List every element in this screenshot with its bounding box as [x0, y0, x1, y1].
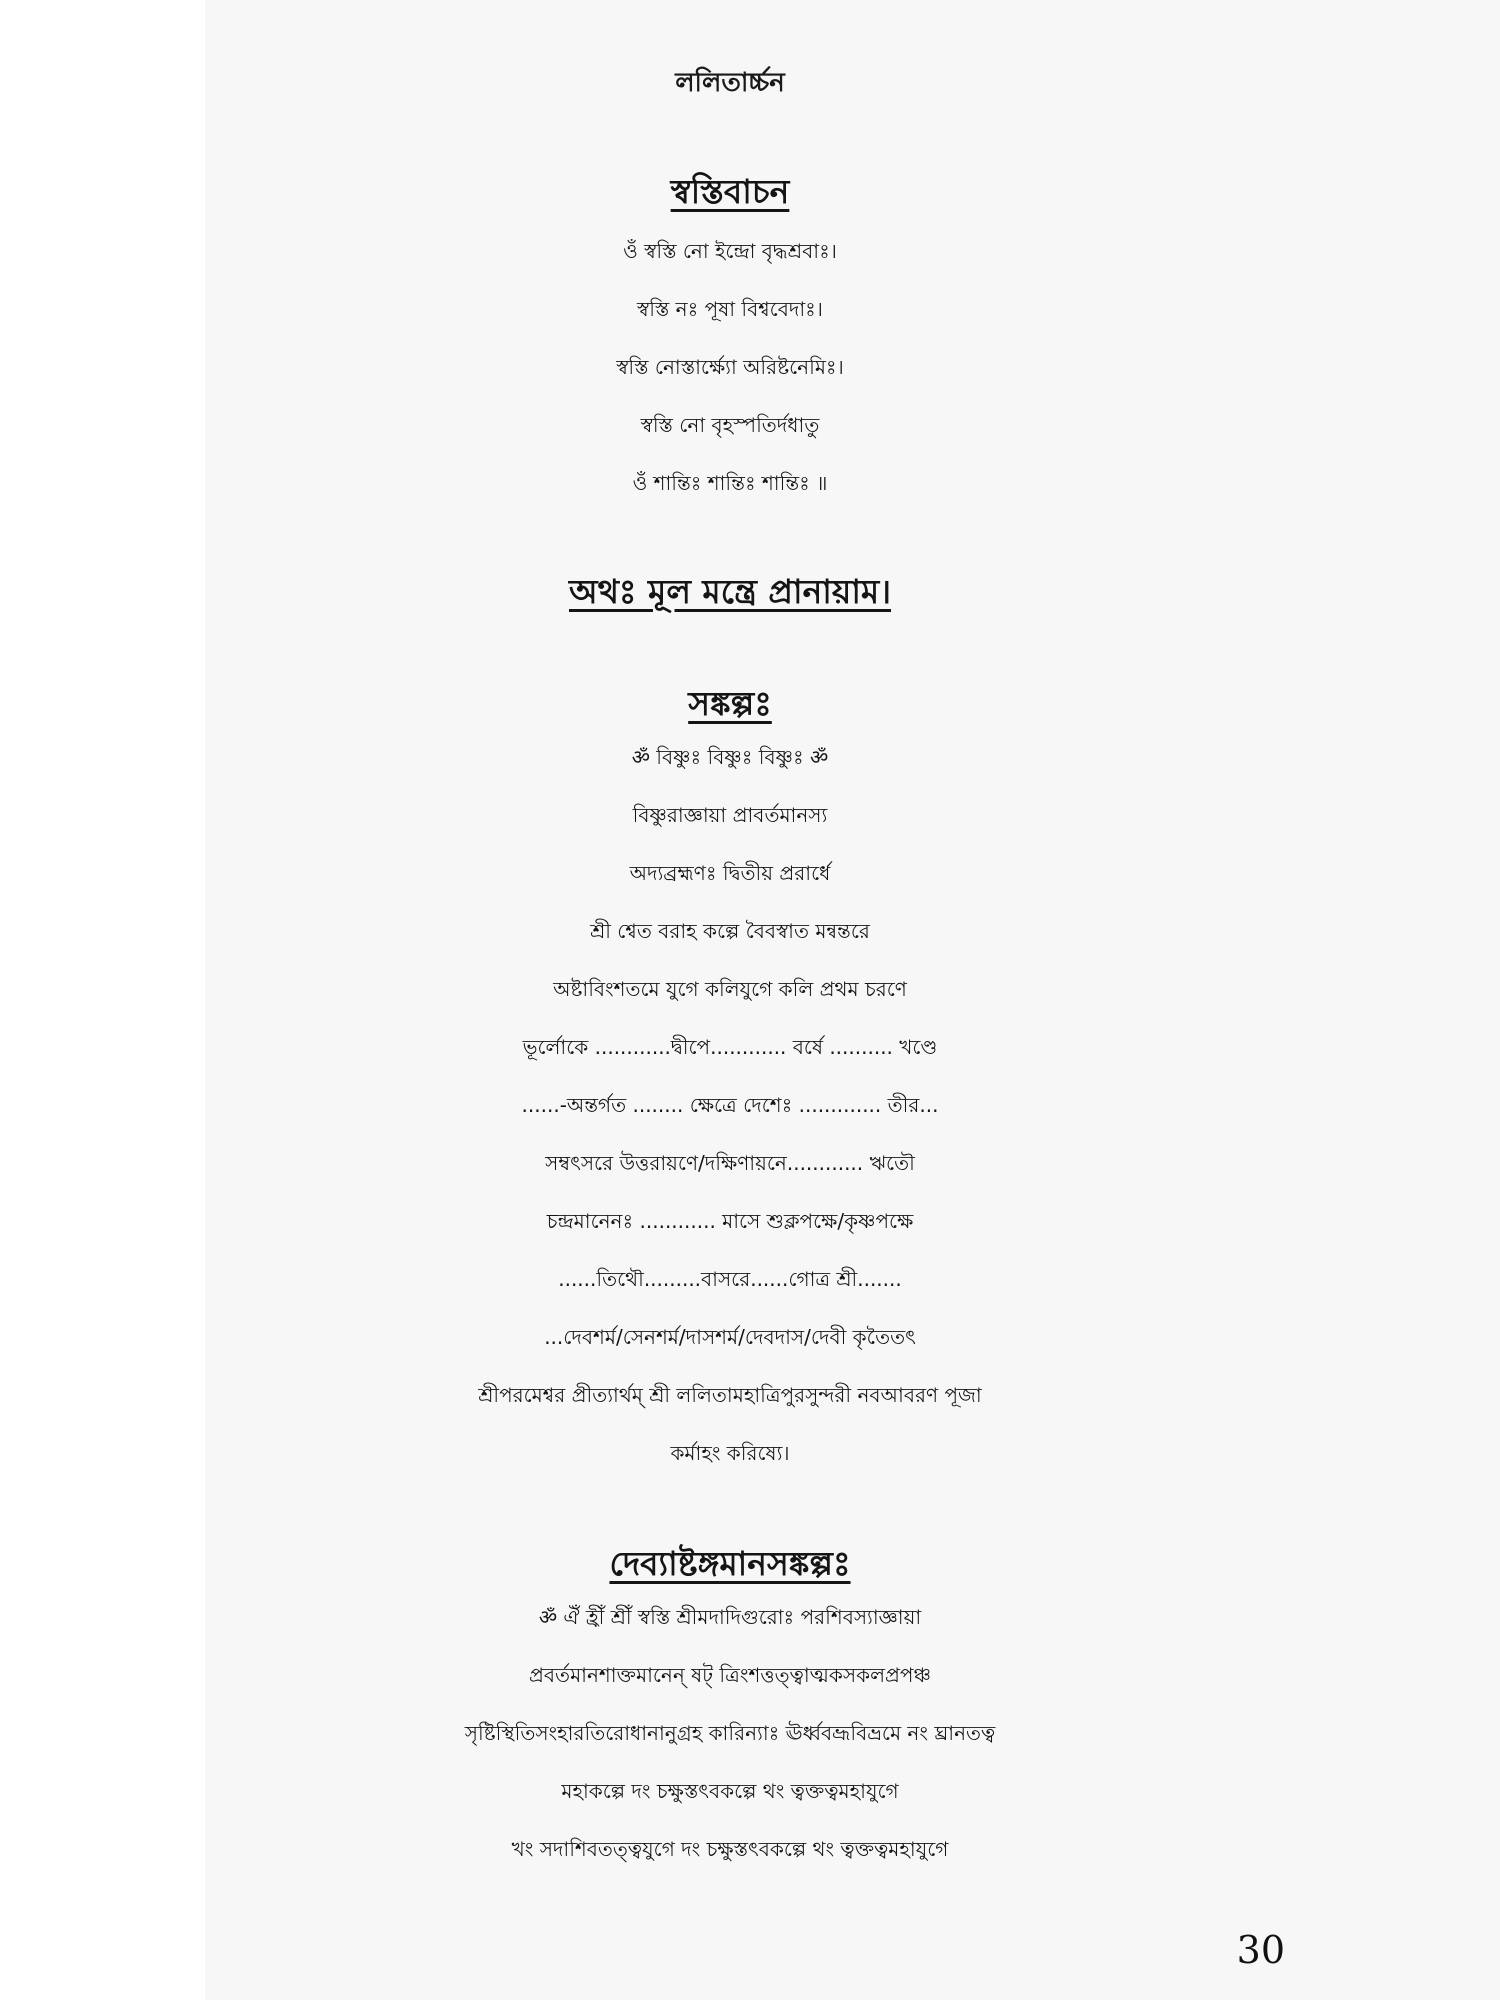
devyashtanga-section [0, 1540, 1460, 1878]
pranayam-heading: অথঃ মূল মন্ত্রে প্রানায়াম। [568, 572, 892, 611]
verse-line: সৃষ্টিস্থিতিসংহারতিরোধানানুগ্রহ কারিন্যাঃ ঊর্ধ্ববভ্রূবিভ্রমে নং ঘ্রানতত্ব [464, 1721, 996, 1745]
verse-line: ......-অন্তর্গত ........ ক্ষেত্রে দেশেঃ ............. তীর... [521, 1093, 939, 1117]
verse-line: ...দেবশর্ম/সেনশর্ম/দাসশর্ম/দেবদাস/দেবী কৃতৈতৎ [544, 1325, 916, 1349]
verse-line: স্বস্তি নঃ পূষা বিশ্ববেদাঃ। [637, 297, 823, 321]
devyashtanga-heading: দেব্যাষ্টঙ্গমানসঙ্কল্পঃ [609, 1544, 851, 1583]
sankalpa-heading: সঙ্কল্পঃ [688, 684, 772, 723]
verse-line: বিষ্ণুরাজ্ঞায়া প্রাবর্তমানস্য [632, 803, 828, 827]
verse-line: অষ্টাবিংশতমে যুগে কলিযুগে কলি প্রথম চরণে [553, 977, 907, 1001]
verse-line: সম্বৎসরে উত্তরায়ণে/দক্ষিণায়নে............ ঋতৌ [545, 1151, 915, 1175]
verse-line: শ্রীপরমেশ্বর প্রীত্যার্থম্ শ্রী ললিতামহাত্রিপুরসুন্দরী নবআবরণ পূজা [478, 1383, 982, 1407]
verse-line: ভূর্লোকে ............দ্বীপে............ বর্ষে .......... খণ্ডে [522, 1035, 938, 1059]
verse-line: চন্দ্রমানেনঃ ............ মাসে শুক্লপক্ষে/কৃষ্ণপক্ষে [546, 1209, 914, 1233]
svastivachan-section [0, 168, 1460, 512]
verse-line: ওঁ শান্তিঃ শান্তিঃ শান্তিঃ ॥ [632, 471, 828, 495]
running-header: ললিতার্চ্চন [675, 68, 785, 98]
page-number: 30 [1236, 1928, 1285, 1972]
verse-line: স্বস্তি নোস্তার্ক্ষ্যো অরিষ্টনেমিঃ। [616, 355, 844, 379]
verse-line: স্বস্তি নো বৃহস্পতির্দধাতু [640, 413, 820, 437]
verse-line: ওঁ স্বস্তি নো ইন্দ্রো বৃদ্ধশ্রবাঃ। [623, 239, 837, 263]
pranayam-section [0, 568, 1460, 616]
verse-line: অদ্যব্রহ্মণঃ দ্বিতীয় প্ররার্ধে [629, 861, 831, 885]
verse-line: ॐ ঐঁ হ্রীঁ শ্রীঁ স্বস্তি শ্রীমদাদিগুরোঃ পরশিবস্যাজ্ঞায়া [538, 1605, 922, 1629]
verse-line: ......তিথৌ.........বাসরে......গোত্র শ্রী....... [558, 1267, 902, 1291]
verse-line: কর্মাহং করিষ্যে। [670, 1441, 790, 1465]
verse-line: শ্রী শ্বেত বরাহ কল্পে বৈবস্বাত মন্বন্তরে [590, 919, 870, 943]
verse-line: খং সদাশিবতত্ত্বযুগে দং চক্ষুস্তৎবকল্পে থং ত্বক্তত্বমহাযুগে [511, 1837, 949, 1861]
sankalpa-section [0, 680, 1460, 1482]
verse-line: মহাকল্পে দং চক্ষুস্তৎবকল্পে থং ত্বক্তত্বমহাযুগে [561, 1779, 899, 1803]
verse-line: ॐ বিষ্ণুঃ বিষ্ণুঃ বিষ্ণুঃ ॐ [631, 745, 829, 769]
svastivachan-heading: স্বস্তিবাচন [670, 172, 790, 211]
verse-line: প্রবর্তমানশাক্তমানেন্ ষট্ ত্রিংশত্তত্ত্বাত্মকসকলপ্রপঞ্চ [529, 1663, 931, 1687]
